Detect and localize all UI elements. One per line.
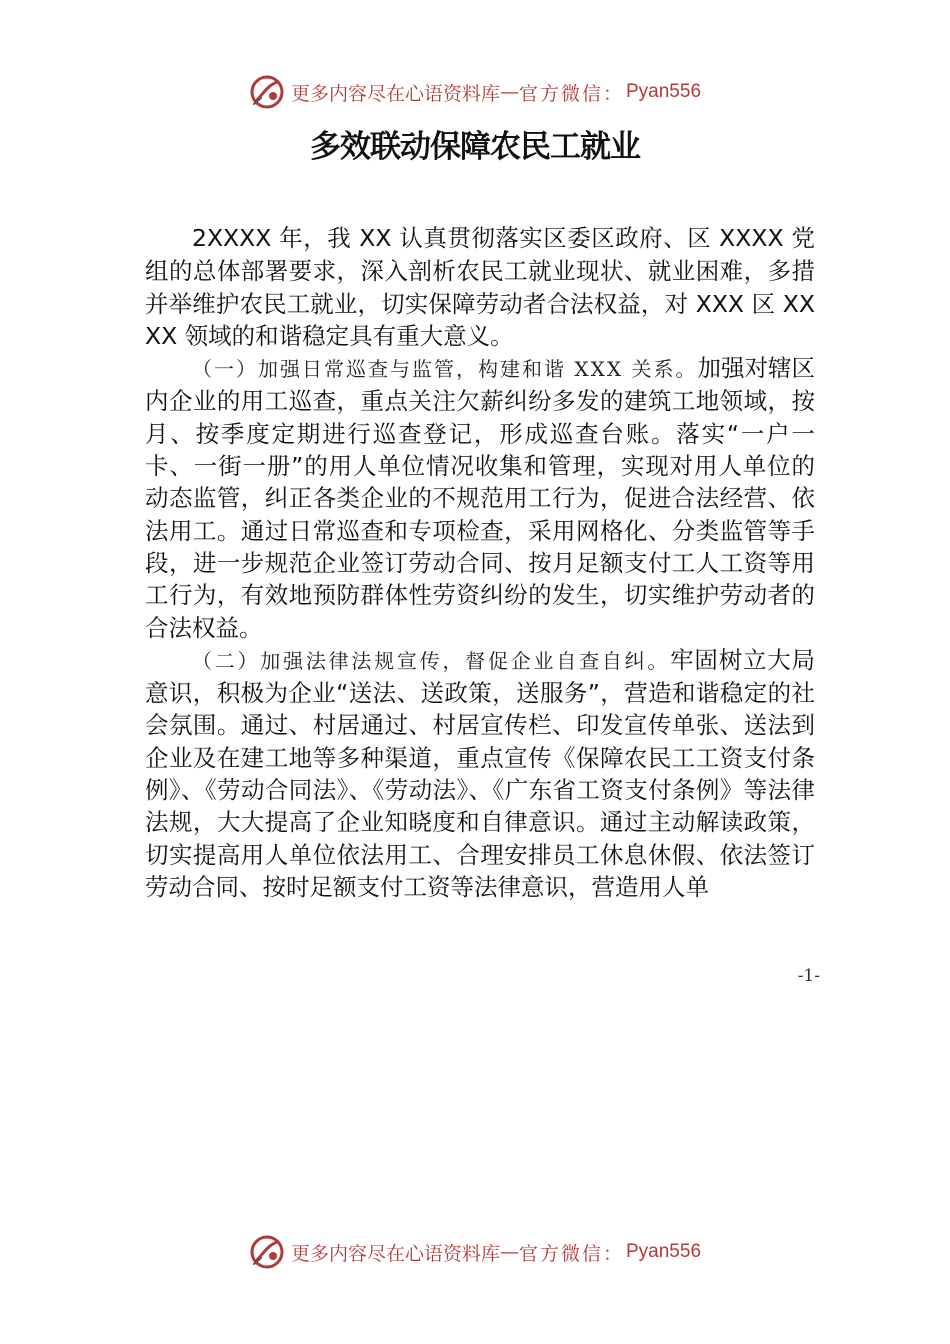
document-body	[145, 222, 815, 903]
paragraph-text: 加强对辖区内企业的用工巡查，重点关注欠薪纠纷多发的建筑工地领域，按月、按季度定期进行巡查登记，形成巡查台账。落实“一户一卡、一街一册”的用人单位情况收集和管理，实现对用人单位的动态监管，纠正各类企业的不规范用工行为，促进合法经营、依法用工。通过日常巡查和专项检查，采用网格化、分类监管等手段，进一步规范企业签订劳动合同、按月足额支付工人工资等用工行为，有效地预防群体性劳资纠纷的发生，切实维护劳动者的合法权益。	[145, 354, 815, 642]
banner-wechat-label: 官方微信：	[518, 1242, 624, 1265]
banner-handle: Pyan556	[626, 81, 702, 102]
page-number: -1-	[797, 966, 820, 986]
banner-handle: Pyan556	[626, 1241, 702, 1262]
brand-seal-icon	[249, 74, 285, 110]
brand-seal-icon	[249, 1234, 285, 1270]
paragraph-lead: （一）加强日常巡查与监管，构建和谐 XXX 关系。	[192, 357, 698, 382]
document-title: 多效联动保障农民工就业	[310, 129, 640, 165]
paragraph	[145, 222, 815, 352]
banner-separator: —	[499, 1241, 519, 1263]
paragraph-text: 2XXXX 年，我 XX 认真贯彻落实区委区政府、区 XXXX 党组的总体部署要求，深入剖析农民工就业现状、就业困难，多措并举维护农民工就业，切实保障劳动者合法权益，对 XXX 区 XXXX 领域的和谐稳定具有重大意义。	[145, 224, 815, 350]
paragraph-text: 牢固树立大局意识，积极为企业“送法、送政策，送服务”，营造和谐稳定的社会氛围。通过、村居通过、村居宣传栏、印发宣传单张、送法到企业及在建工地等多种渠道，重点宣传《保障农民工工资支付条例》、《劳动合同法》、《劳动法》、《广东省工资支付条例》等法律法规，大大提高了企业知晓度和自律意识。通过主动解读政策， 切实提高用人单位依法用工、合理安排员工休息休假、依法签订劳动合同、按时足额支付工资等法律意识，营造用人单	[145, 645, 816, 901]
banner-brand: 更多内容尽在心语资料库	[290, 82, 500, 105]
banner-wechat-label: 官方微信：	[518, 82, 624, 105]
paragraph-lead: （二）加强法律法规宣传，督促企业自查自纠。	[192, 648, 671, 673]
header-banner	[0, 72, 950, 112]
banner-brand: 更多内容尽在心语资料库	[290, 1242, 500, 1265]
footer-banner	[0, 1232, 950, 1272]
paragraph	[145, 644, 815, 903]
paragraph	[145, 352, 815, 644]
banner-separator: —	[499, 81, 519, 103]
